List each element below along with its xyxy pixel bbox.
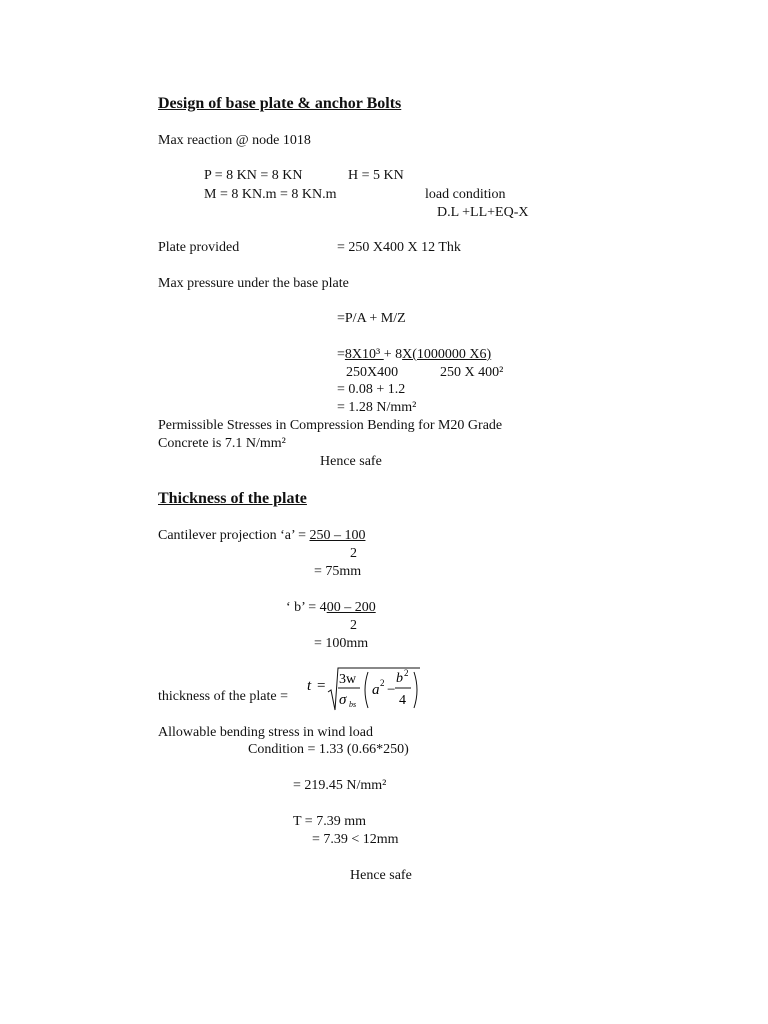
thickness-label: thickness of the plate = — [158, 689, 288, 704]
plate-provided-label: Plate provided — [158, 240, 240, 255]
formula-b: b — [396, 671, 403, 686]
allowable-value: = 219.45 N/mm² — [293, 778, 387, 793]
calc-equals: = — [337, 347, 345, 362]
condition-line: Condition = 1.33 (0.66*250) — [248, 742, 409, 757]
t-result: T = 7.39 mm — [293, 814, 366, 829]
a-denominator: 2 — [350, 546, 357, 561]
formula-b-exp: 2 — [404, 668, 409, 678]
a-numerator: 250 – 100 — [309, 528, 366, 543]
calc-plus: + 8 — [383, 347, 403, 362]
calc-numerator-1: 8X10³ — [344, 347, 384, 362]
formula-equals: = — [317, 678, 326, 694]
hence-safe-2: Hence safe — [350, 868, 412, 883]
plate-provided-value: = 250 X400 X 12 Thk — [337, 240, 461, 255]
b-result: = 100mm — [314, 636, 369, 651]
load-condition-label: load condition — [425, 187, 506, 202]
a-result: = 75mm — [314, 564, 362, 579]
max-reaction-text: Max reaction @ node 1018 — [158, 133, 311, 148]
m-value-text: M = 8 KN.m = 8 KN.m — [204, 187, 337, 202]
formula-right-paren — [414, 672, 417, 708]
formula-3w-text: 3w — [339, 672, 357, 687]
calc-numerator-2: X(1000000 X6) — [402, 347, 492, 362]
b-label: ‘ b’ = 4 — [286, 600, 327, 615]
b-numerator: 00 – 200 — [326, 600, 376, 615]
p-value-text: P = 8 KN = 8 KN — [204, 168, 303, 183]
h-value-text: H = 5 KN — [348, 168, 404, 183]
formula-sigma-sub: bs — [349, 700, 357, 709]
formula-3w — [339, 672, 357, 687]
calc-result: = 1.28 N/mm² — [337, 400, 417, 415]
permissible-line-2: Concrete is 7.1 N/mm² — [158, 436, 286, 451]
b-line — [286, 599, 376, 617]
max-pressure-label: Max pressure under the base plate — [158, 276, 349, 291]
heading-base-plate: Design of base plate & anchor Bolts — [158, 95, 402, 112]
formula-four: 4 — [399, 693, 406, 708]
b-denominator: 2 — [350, 618, 357, 633]
pressure-formula: =P/A + M/Z — [337, 311, 406, 326]
cantilever-line — [158, 527, 365, 545]
formula-minus: − — [387, 682, 396, 698]
load-condition-value: D.L +LL+EQ-X — [437, 205, 529, 220]
pressure-calc-numerator — [337, 346, 491, 364]
permissible-line-1: Permissible Stresses in Compression Bending for M20 Grade — [158, 418, 503, 433]
formula-left-paren — [365, 672, 368, 708]
allowable-label: Allowable bending stress in wind load — [158, 725, 374, 740]
formula-t: t — [307, 678, 312, 694]
formula-a-exp: 2 — [380, 678, 385, 688]
cantilever-label: Cantilever projection ‘a’ = — [158, 528, 310, 543]
calc-denominator-1: 250X400 — [346, 365, 399, 380]
formula-sigma: σ — [339, 692, 347, 708]
formula-a: a — [372, 682, 380, 698]
calc-denominator-2: 250 X 400² — [440, 365, 504, 380]
thickness-formula — [300, 664, 424, 714]
t-compare: = 7.39 < 12mm — [312, 832, 399, 847]
calc-sum: = 0.08 + 1.2 — [337, 382, 406, 397]
heading-thickness: Thickness of the plate — [158, 490, 307, 507]
hence-safe-1: Hence safe — [320, 454, 382, 469]
